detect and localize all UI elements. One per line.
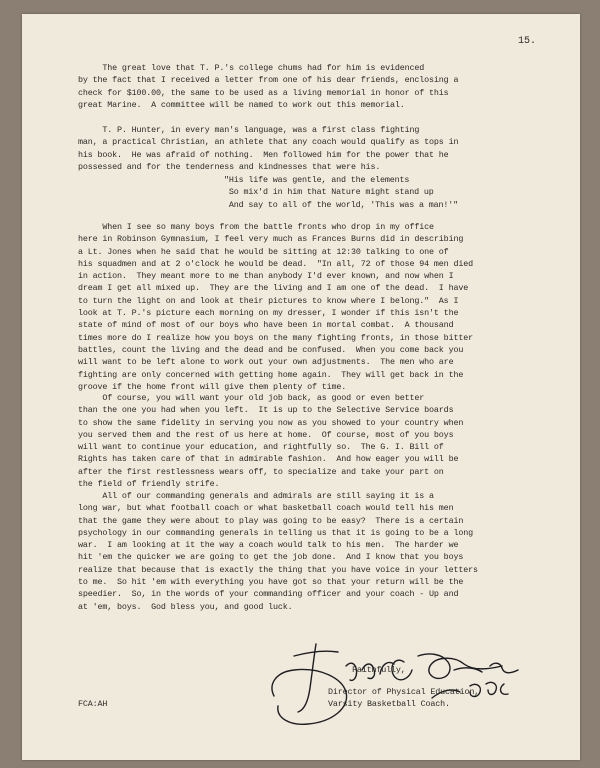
poem-quote: "His life was gentle, and the elements So mix'd in him that Nature might stand up And say to all of the world, 'This was a man!'" xyxy=(224,175,459,210)
paragraph-memorial: The great love that T. P.'s college chums had for him is evidenced by the fact that I received a letter from one of his dear friends, enclosing a check for $100.00, the same to be used as a living memorial in honor of this great Marine. A committee will be named to work out this memorial. xyxy=(78,63,459,110)
letter-page xyxy=(22,14,580,760)
paragraph-old-job: Of course, you will want your old job back, as good or even better than the one you had when you left. It is up to the Selective Service boards to show the same fidelity in serving you now as you showed to your country when you served them and the rest of us here at home. Of course, most of you boys will want to continue your education, and rightfully so. The G. I. Bill of Rights has taken care of that in admirable fashion. And how eager you will be after the first restlessness wears off, to specialize and take your part on the field of friendly strife. xyxy=(78,393,464,490)
paragraph-long-war: All of our commanding generals and admirals are still saying it is a long war, but what football coach or what basketball coach would tell his men that the game they were about to play was going to be easy? There is a certain psychology in our commanding generals in telling us that it is going to be a long war. I am looking at it the way a coach would talk to his men. The harder we hit 'em the quicker we are going to get the job done. And I know that you boys realize that because that is exactly the thing that you have voice in your letters to me. So hit 'em with everything you have got so that your return will be the speedier. So, in the words of your commanding officer and your coach - Up and at 'em, boys. God bless you, and good luck. xyxy=(78,491,478,612)
handwritten-signature xyxy=(254,626,544,736)
signer-title: Director of Physical Education, Varsity Basketball Coach. xyxy=(328,687,480,710)
paragraph-battle-fronts: When I see so many boys from the battle fronts who drop in my office here in Robinson Gymnasium, I feel very much as Frances Burns did in describing a Lt. Jones when he said that he would be sitting at 12:30 talking to one of his squadmen and at 2 o'clock he would be dead. "In all, 72 of those 94 men died in action. They meant more to me than anybody I'd ever known, and now when I dream I get all mixed up. They are the living and I am one of the dead. I have to turn the light on and look at their pictures to know where I belong." As I look at T. P.'s picture each morning on my dresser, I wonder if this isn't the state of mind of most of our boys who have been in mortal combat. A thousand times more do I realize how you boys on the many fighting fronts, in those bitter battles, count the living and the dead and be confused. When you come back you will want to be left alone to work out your own adjustments. The men who are fighting are only concerned with getting home again. They will get back in the groove if the home front will give them plenty of time. xyxy=(78,222,473,392)
paragraph-hunter: T. P. Hunter, in every man's language, was a first class fighting man, a practical Christian, an athlete that any coach would qualify as tops in his book. He was afraid of nothing. Men followed him for the power that he possessed and for the tenderness and kindnesses that were his. xyxy=(78,125,459,172)
page-number: 15. xyxy=(517,36,536,47)
reference-initials: FCA:AH xyxy=(78,699,108,709)
closing-salutation: Faithfully, xyxy=(352,665,406,675)
